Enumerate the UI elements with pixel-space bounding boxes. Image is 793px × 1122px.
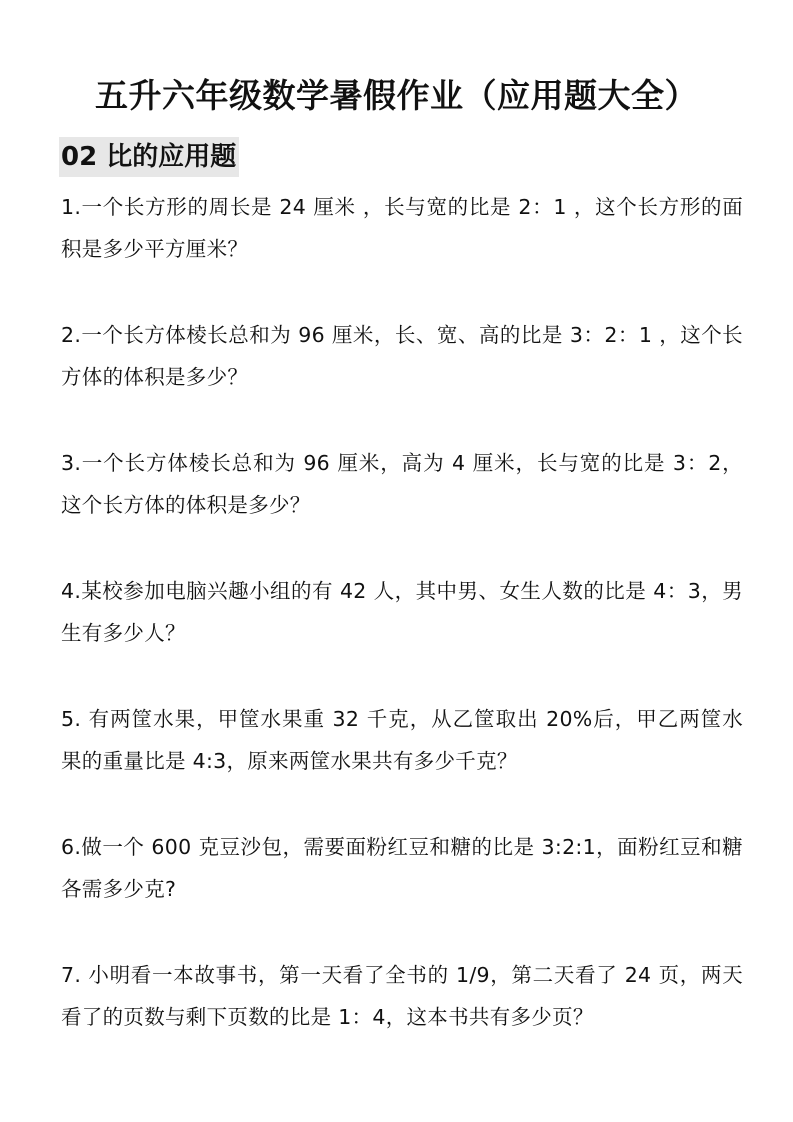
question-5: 5. 有两筐水果，甲筐水果重 32 千克，从乙筐取出 20%后，甲乙两筐水果的重量比是 4:3，原来两筐水果共有多少千克？ xyxy=(61,707,743,773)
question-4: 4.某校参加电脑兴趣小组的有 42 人，其中男、女生人数的比是 4：3，男生有多少人？ xyxy=(61,579,743,645)
question-1: 1.一个长方形的周长是 24 厘米 ，长与宽的比是 2：1 ，这个长方形的面积是多少平方厘米？ xyxy=(61,195,743,261)
question-3: 3.一个长方体棱长总和为 96 厘米，高为 4 厘米，长与宽的比是 3：2，这个长方体的体积是多少？ xyxy=(61,451,743,517)
section-heading: 02 比的应用题 xyxy=(59,137,239,177)
question-2: 2.一个长方体棱长总和为 96 厘米，长、宽、高的比是 3：2：1 ，这个长方体的体积是多少？ xyxy=(61,323,743,389)
question-list xyxy=(61,186,743,1082)
question-7: 7. 小明看一本故事书，第一天看了全书的 1/9，第二天看了 24 页，两天看了的页数与剩下页数的比是 1：4，这本书共有多少页？ xyxy=(61,963,743,1029)
question-6: 6.做一个 600 克豆沙包，需要面粉红豆和糖的比是 3:2:1，面粉红豆和糖各需多少克? xyxy=(61,835,743,901)
page-title: 五升六年级数学暑假作业（应用题大全） xyxy=(95,76,698,115)
